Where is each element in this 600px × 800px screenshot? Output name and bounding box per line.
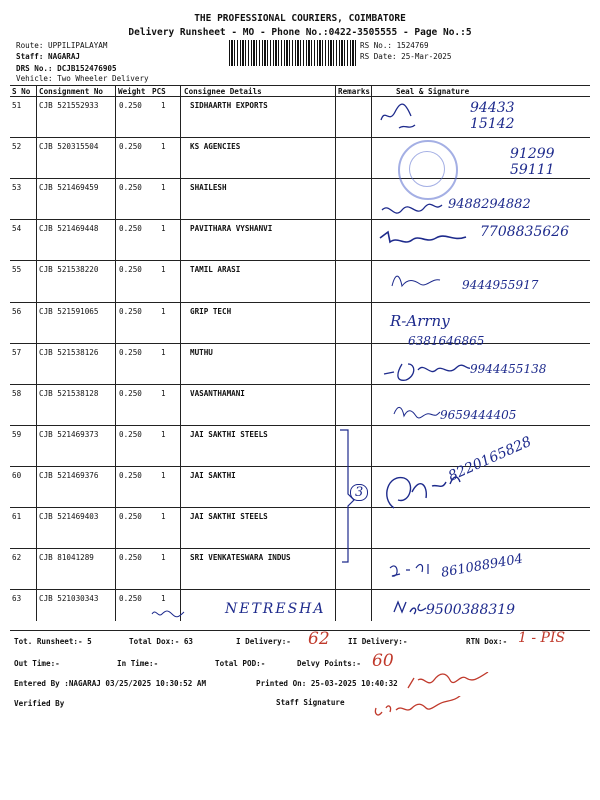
signature-row-53 [378, 198, 448, 222]
signature-row-54 [378, 228, 470, 246]
rtn-dox-value: 1 - PIS [518, 630, 566, 646]
total-dox: Total Dox:- 63 [129, 637, 194, 646]
row-consignee: VASANTHAMANI [190, 388, 245, 398]
rs-date: RS Date: 25-Mar-2025 [360, 52, 452, 61]
rtn-dox-label: RTN Dox:- [466, 637, 508, 646]
consignee-row-63: NETRESHA [225, 601, 326, 617]
row-weight: 0.250 [119, 512, 142, 521]
row-consignment-no: CJB 521552933 [39, 101, 99, 110]
row-pcs: 1 [161, 347, 166, 357]
row-weight: 0.250 [119, 306, 142, 316]
staff: Staff: NAGARAJ [16, 52, 81, 61]
ii-delivery-label: II Delivery:- [348, 637, 408, 646]
row-sno: 51 [12, 101, 22, 110]
row-sno: 55 [12, 265, 22, 275]
phone-row-57: 9944455138 [470, 362, 547, 376]
row-divider [10, 425, 590, 426]
row-divider [10, 589, 590, 590]
phone-row-58: 9659444405 [440, 408, 517, 422]
staff-signature [372, 696, 482, 722]
entered-by: Entered By :NAGARAJ 03/25/2025 10:30:52 AM [14, 679, 207, 688]
row-pcs: 1 [161, 553, 166, 563]
row-sno: 63 [12, 594, 22, 604]
row-consignee: KS AGENCIES [190, 142, 241, 152]
barcode [229, 40, 357, 66]
row-pcs: 1 [161, 388, 166, 398]
row-weight: 0.250 [119, 594, 142, 604]
delvy-points-label: Delvy Points:- [297, 659, 362, 668]
row-sno: 60 [12, 470, 22, 480]
route: Route: UPPILIPALAYAM [16, 41, 108, 50]
row-consignment-no: CJB 521469373 [39, 429, 99, 439]
drs-number: DRS No.: DCJB152476905 [16, 64, 117, 73]
row-divider [10, 630, 590, 631]
row-divider [10, 548, 590, 549]
row-consignment-no: CJB 521469459 [39, 183, 99, 193]
phone-row-54: 7708835626 [480, 224, 570, 240]
col-sno: S No [12, 87, 31, 96]
row-sno: 58 [12, 388, 22, 398]
row-sno: 62 [12, 553, 22, 563]
phone-row-52: 91299 59111 [510, 146, 555, 178]
row-pcs: 1 [161, 265, 166, 275]
row-weight: 0.250 [119, 347, 142, 357]
row-divider [10, 507, 590, 508]
row-sno: 61 [12, 512, 22, 521]
signature-row-55 [388, 266, 448, 292]
phone-row-62: 8610889404 [440, 551, 525, 581]
row-weight: 0.250 [119, 553, 142, 563]
delvy-points-value: 60 [372, 651, 394, 671]
row-weight: 0.250 [119, 224, 142, 234]
phone-row-55: 9444955917 [462, 278, 539, 292]
in-time: In Time:- [117, 659, 159, 668]
signature-row-56: R-Arrny [390, 312, 450, 330]
i-delivery-label: I Delivery:- [236, 637, 291, 646]
row-consignment-no: CJB 521469403 [39, 512, 99, 521]
row-pcs: 1 [161, 306, 166, 316]
row-divider [10, 302, 590, 303]
signature-row-57 [380, 356, 470, 386]
tot-runsheet: Tot. Runsheet:- 5 [14, 637, 92, 646]
row-divider [10, 466, 590, 467]
row-consignment-no: CJB 521538126 [39, 347, 99, 357]
col-consignment: Consignment No [39, 87, 104, 96]
col-remarks: Remarks [338, 87, 371, 96]
row-consignment-no: CJB 521538128 [39, 388, 99, 398]
courier-stamp [398, 140, 458, 200]
row-consignment-no: CJB 521538220 [39, 265, 99, 275]
phone-row-56: 6381646865 [408, 334, 485, 348]
row-sno: 57 [12, 347, 22, 357]
row-divider [10, 343, 590, 344]
row-consignment-no: CJB 520315504 [39, 142, 99, 152]
row-consignment-no: CJB 521469448 [39, 224, 99, 234]
row-consignment-no: CJB 521030343 [39, 594, 99, 604]
row-pcs: 1 [161, 142, 166, 152]
col-consignee: Consignee Details [184, 87, 262, 96]
signature-row-62 [386, 558, 446, 584]
row-consignment-no: CJB 81041289 [39, 553, 94, 563]
row-weight: 0.250 [119, 142, 142, 152]
row-consignee: JAI SAKTHI STEELS [190, 512, 268, 521]
row-weight: 0.250 [119, 101, 142, 110]
row-weight: 0.250 [119, 388, 142, 398]
row-consignment-no: CJB 521469376 [39, 470, 99, 480]
vehicle: Vehicle: Two Wheeler Delivery [16, 74, 149, 83]
row-weight: 0.250 [119, 265, 142, 275]
phone-row-53: 9488294882 [448, 197, 531, 212]
row-pcs: 1 [161, 101, 166, 110]
row-divider [10, 260, 590, 261]
company-title: THE PROFESSIONAL COURIERS, COIMBATORE [194, 13, 406, 24]
row-consignee: MUTHU [190, 347, 213, 357]
row-weight: 0.250 [119, 183, 142, 193]
row-divider [10, 178, 590, 179]
row-consignment-no: CJB 521591065 [39, 306, 99, 316]
row-pcs: 1 [161, 183, 166, 193]
phone-row-63: 9500388319 [426, 602, 516, 618]
row-sno: 59 [12, 429, 22, 439]
total-pod: Total POD:- [215, 659, 266, 668]
phone-row-51: 94433 15142 [470, 100, 515, 132]
row-sno: 52 [12, 142, 22, 152]
row-consignee: SHAILESH [190, 183, 227, 193]
row-pcs: 1 [161, 429, 166, 439]
mark-row-63 [150, 604, 190, 620]
row-divider [10, 219, 590, 220]
row-consignee: JAI SAKTHI STEELS [190, 429, 268, 439]
row-consignee: GRIP TECH [190, 306, 232, 316]
row-weight: 0.250 [119, 470, 142, 480]
rs-number: RS No.: 1524769 [360, 41, 429, 50]
col-seal-signature: Seal & Signature [396, 87, 470, 96]
printed-on: Printed On: 25-03-2025 10:40:32 [256, 679, 398, 688]
col-weight: Weight [118, 87, 146, 96]
row-divider [10, 384, 590, 385]
row-divider [10, 137, 590, 138]
row-sno: 54 [12, 224, 22, 234]
staff-signature-label: Staff Signature [276, 698, 345, 707]
row-sno: 53 [12, 183, 22, 193]
row-consignee: SIDHAARTH EXPORTS [190, 101, 268, 110]
row-consignee: PAVITHARA VYSHANVI [190, 224, 273, 234]
runsheet-subtitle: Delivery Runsheet - MO - Phone No.:0422-3505555 - Page No.:5 [128, 27, 472, 38]
row-pcs: 1 [161, 224, 166, 234]
row-pcs: 1 [161, 470, 166, 480]
row-consignee: TAMIL ARASI [190, 265, 241, 275]
bracket-mark: 3 [350, 484, 368, 501]
row-weight: 0.250 [119, 429, 142, 439]
signature-row-58 [392, 400, 442, 420]
phone-rows-59-61: 8220165828 [446, 433, 534, 485]
out-time: Out Time:- [14, 659, 60, 668]
row-consignee: SRI VENKATESWARA INDUS [190, 553, 291, 563]
row-consignee: JAI SAKTHI [190, 470, 236, 480]
row-sno: 56 [12, 306, 22, 316]
row-pcs: 1 [161, 512, 166, 521]
verified-by: Verified By [14, 699, 65, 708]
signature-row-51 [375, 98, 445, 136]
row-pcs: 1 [161, 594, 166, 604]
staff-signature-mark [404, 672, 494, 694]
col-pcs: PCS [152, 87, 166, 96]
i-delivery-value: 62 [308, 629, 330, 649]
